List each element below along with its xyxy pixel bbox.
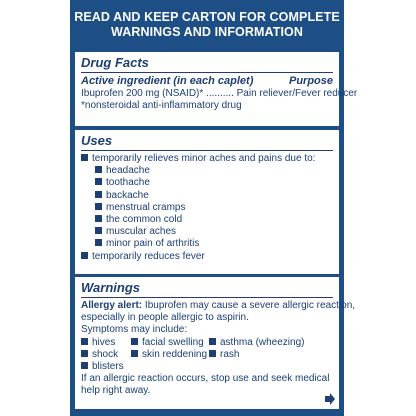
active-ingredient-label: Active ingredient (in each caplet) (81, 75, 254, 87)
allergy-alert-cont: especially in people allergic to aspirin. (81, 312, 249, 324)
list-item: blisters (81, 361, 131, 373)
list-item: hives (81, 337, 131, 349)
square-bullet-icon (209, 338, 216, 345)
list-item: minor pain of arthritis (81, 238, 333, 250)
warnings-panel (75, 277, 356, 409)
square-bullet-icon (81, 350, 88, 357)
divider (81, 72, 333, 73)
closing-line-2: help right away. (81, 385, 151, 397)
banner-line-1: READ AND KEEP CARTON FOR COMPLETE (74, 10, 340, 24)
label-frame (70, 0, 358, 416)
square-bullet-icon (81, 362, 88, 369)
uses-title: Uses (81, 133, 113, 148)
square-bullet-icon (209, 350, 216, 357)
square-bullet-icon (95, 191, 102, 198)
uses-final: temporarily reduces fever (81, 251, 333, 263)
square-bullet-icon (131, 338, 138, 345)
symptoms-intro: Symptoms may include: (81, 324, 188, 336)
uses-intro: temporarily relieves minor aches and pains due to: (81, 153, 333, 165)
list-item: asthma (wheezing) (209, 337, 319, 349)
list-item: skin reddening (131, 349, 209, 361)
uses-panel (75, 130, 339, 274)
list-item: shock (81, 349, 131, 361)
square-bullet-icon (95, 239, 102, 246)
square-bullet-icon (95, 227, 102, 234)
drug-facts-panel (75, 52, 358, 126)
square-bullet-icon (95, 166, 102, 173)
list-item: facial swelling (131, 337, 209, 349)
active-ingredient-header (81, 75, 333, 88)
continue-arrow-icon (325, 393, 335, 405)
list-item: rash (209, 349, 319, 361)
drug-facts-title: Drug Facts (81, 55, 149, 70)
banner-line-2: WARNINGS AND INFORMATION (111, 25, 303, 39)
list-item: headache (81, 165, 333, 177)
divider (81, 150, 333, 151)
square-bullet-icon (81, 338, 88, 345)
square-bullet-icon (95, 215, 102, 222)
ingredient-line: Ibuprofen 200 mg (NSAID)* .......... Pain reliever/Fever reducer (81, 88, 358, 99)
square-bullet-icon (131, 350, 138, 357)
list-item: the common cold (81, 214, 333, 226)
divider (81, 297, 333, 298)
nsaid-footnote: *nonsteroidal anti-inflammatory drug (81, 100, 242, 112)
list-item: muscular aches (81, 226, 333, 238)
square-bullet-icon (95, 178, 102, 185)
square-bullet-icon (81, 252, 88, 259)
purpose-label: Purpose (288, 75, 333, 87)
warning-banner (70, 0, 344, 50)
square-bullet-icon (95, 203, 102, 210)
allergy-alert-label: Allergy alert: (81, 300, 143, 311)
closing-line-1: If an allergic reaction occurs, stop use and seek medical (81, 373, 330, 385)
list-item: backache (81, 190, 333, 202)
square-bullet-icon (81, 154, 88, 161)
symptoms-grid (81, 337, 333, 374)
list-item: toothache (81, 177, 333, 189)
warnings-title: Warnings (81, 280, 140, 295)
allergy-alert: Allergy alert: Ibuprofen may cause a severe allergic reaction, (81, 300, 356, 311)
list-item: menstrual cramps (81, 202, 333, 214)
